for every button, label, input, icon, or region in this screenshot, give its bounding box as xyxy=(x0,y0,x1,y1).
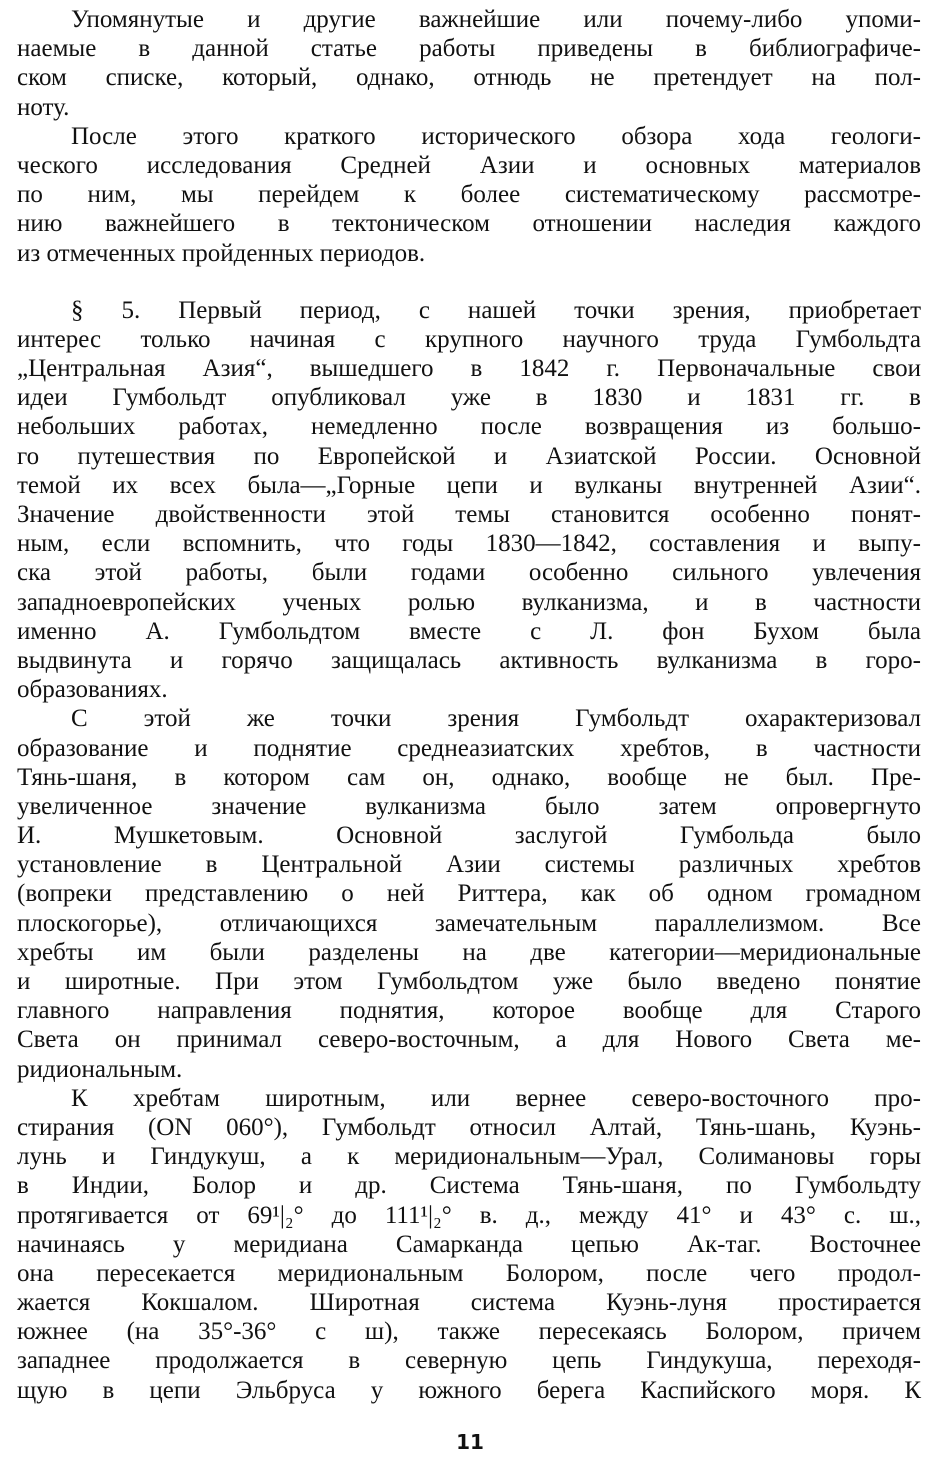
text-line: западнее продолжается в северную цепь Гиндукуша, переходя- xyxy=(17,1347,921,1375)
text-line: (вопреки представлению о ней Риттера, как об одном громадном xyxy=(17,880,921,908)
text-line: Тянь-шаня, в котором сам он, однако, вообще не был. Пре- xyxy=(17,763,921,791)
text-line: ридиональным. xyxy=(17,1055,183,1083)
text-line: ческого исследования Средней Азии и основных материалов xyxy=(17,151,921,179)
text-line: темой их всех была—„Горные цепи и вулканы внутренней Азии“. xyxy=(17,471,921,499)
text-line: „Центральная Азия“, вышедшего в 1842 г. Первоначальные свои xyxy=(17,355,921,383)
text-line: плоскогорье), отличающихся замечательным параллелизмом. Все xyxy=(17,909,921,937)
page-number: 11 xyxy=(456,1430,484,1454)
text-line: именно А. Гумбольдтом вместе с Л. фон Бухом была xyxy=(17,617,921,645)
text-line: увеличенное значение вулканизма было затем опровергнуто xyxy=(17,792,921,820)
text-line: стирания (ON 060°), Гумбольдт относил Алтай, Тянь-шань, Куэнь- xyxy=(17,1113,921,1141)
text-line: хребты им были разделены на две категории—меридиональные xyxy=(17,938,921,966)
text-line: К хребтам широтным, или вернее северо-восточного про- xyxy=(71,1084,921,1112)
text-line: § 5. Первый период, с нашей точки зрения, приобретает xyxy=(71,296,921,324)
text-line: она пересекается меридиональным Болором, после чего продол- xyxy=(17,1259,921,1287)
text-line: протягивается от 69¹|₂° до 111¹|₂° в. д., между 41° и 43° с. ш., xyxy=(17,1201,921,1229)
text-line: установление в Центральной Азии системы различных хребтов xyxy=(17,851,921,879)
text-line: интерес только начиная с крупного научного труда Гумбольдта xyxy=(17,325,921,353)
text-line: из отмеченных пройденных периодов. xyxy=(17,239,426,267)
text-line: Упомянутые и другие важнейшие или почему-либо упоми- xyxy=(71,6,921,33)
text-line: начинаясь у меридиана Самарканда цепью Ак-таг. Восточнее xyxy=(17,1230,921,1258)
text-line: лунь и Гиндукуш, а к меридиональным—Урал, Солимановы горы xyxy=(17,1143,921,1171)
text-line: Значение двойственности этой темы становится особенно понят- xyxy=(17,501,921,528)
text-line: го путешествия по Европейской и Азиатской России. Основной xyxy=(17,442,921,470)
text-line: южнее (на 35°-36° с ш), также пересекаясь Болором, причем xyxy=(17,1318,921,1346)
text-line: небольших работах, немедленно после возвращения из большо- xyxy=(17,413,921,441)
text-line: ным, если вспомнить, что годы 1830—1842, составления и выпу- xyxy=(17,530,921,558)
text-line: по ним, мы перейдем к более систематическому рассмотре- xyxy=(17,181,921,209)
text-line: ноту. xyxy=(17,93,70,121)
text-line: С этой же точки зрения Гумбольдт охарактеризовал xyxy=(71,705,921,733)
text-line: и широтные. При этом Гумбольдтом уже было введено понятие xyxy=(17,968,921,995)
text-line: выдвинута и горячо защищалась активность вулканизма в горо- xyxy=(17,646,921,674)
text-line: ска этой работы, были годами особенно сильного увлечения xyxy=(17,559,921,587)
section-gap xyxy=(17,268,921,296)
text-line: идеи Гумбольдт опубликовал уже в 1830 и 1831 гг. в xyxy=(17,384,921,412)
text-line: После этого краткого исторического обзора хода геологи- xyxy=(71,122,921,150)
text-line: образованиях. xyxy=(17,676,168,704)
text-line: Света он принимал северо-восточным, а для Нового Света ме- xyxy=(17,1026,921,1054)
text-line: ском списке, который, однако, отнюдь не претендует на пол- xyxy=(17,64,921,92)
text-line: жается Кокшалом. Широтная система Куэнь-луня простирается xyxy=(17,1289,921,1317)
text-line: И. Мушкетовым. Основной заслугой Гумбольда было xyxy=(17,822,921,850)
text-body xyxy=(17,5,921,1405)
text-line: главного направления поднятия, которое вообще для Старого xyxy=(17,997,921,1025)
text-line: западноевропейских ученых ролью вулканизма, и в частности xyxy=(17,588,921,616)
text-line: образование и поднятие среднеазиатских хребтов, в частности xyxy=(17,734,921,762)
text-line: нию важнейшего в тектоническом отношении наследия каждого xyxy=(17,210,921,238)
text-line: в Индии, Болор и др. Система Тянь-шаня, по Гумбольдту xyxy=(17,1172,921,1200)
text-line: щую в цепи Эльбруса у южного берега Каспийского моря. К xyxy=(17,1376,921,1404)
text-line: наемые в данной статье работы приведены в библиографиче- xyxy=(17,35,921,63)
